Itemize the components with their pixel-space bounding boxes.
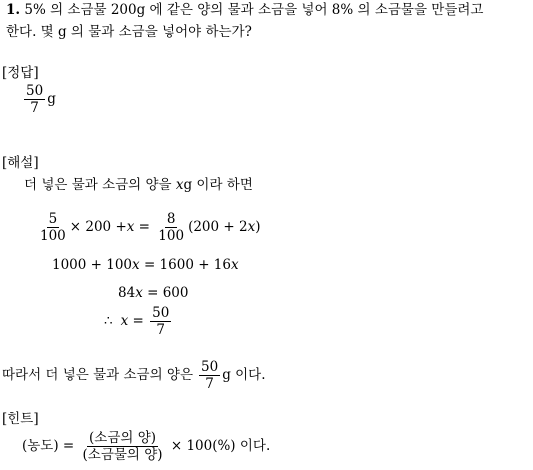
hint-label: [힌트] [2, 411, 39, 427]
eq4-fraction [150, 306, 171, 337]
eq3-variable: x [135, 285, 143, 301]
hint-formula [22, 431, 270, 462]
explanation-label: [해설] [2, 155, 39, 171]
problem-text-1: 5% 의 소금물 200g 에 같은 양의 물과 소금을 넣어 8% 의 소금물을 만들려고 [24, 2, 484, 18]
equation-3 [118, 287, 188, 301]
eq1-tail-variable: x [247, 218, 256, 235]
conclusion [2, 360, 266, 391]
answer-numerator: 50 [26, 83, 44, 99]
answer-label: [정답] [2, 65, 39, 81]
eq3-right: = 600 [142, 285, 189, 301]
answer-value [22, 84, 56, 115]
eq2-left-variable: x [132, 257, 140, 273]
equation-4 [104, 306, 173, 337]
eq1-fraction-2 [156, 212, 186, 243]
eq2-left: 1000 + 100 [52, 257, 133, 273]
eq1-variable: x [126, 218, 135, 235]
eq4-numerator: 50 [152, 305, 170, 321]
intro-text-pre: 더 넣은 물과 소금의 양을 [24, 177, 176, 193]
eq3-left: 84 [118, 285, 136, 301]
eq2-right: = 1600 + 16 [139, 257, 231, 273]
hint-numerator: (소금의 양) [89, 430, 157, 446]
answer-fraction [24, 84, 45, 115]
therefore-symbol: ∴ [104, 312, 113, 329]
intro-variable: x [175, 177, 184, 193]
problem-line-2: 한다. 몇 g 의 물과 소금을 넣어야 하는가? [6, 24, 252, 40]
problem-number: 1. [6, 2, 21, 18]
conclusion-numerator: 50 [201, 359, 219, 375]
eq4-variable: x [120, 312, 129, 329]
hint-rhs: × 100(%) 이다. [166, 437, 271, 454]
eq1-middle: × 200 + [69, 218, 127, 235]
eq1-f1-denominator: 100 [40, 228, 66, 245]
explanation-intro [24, 179, 253, 193]
eq1-f2-denominator: 100 [158, 228, 185, 245]
conclusion-text-pre: 따라서 더 넣은 물과 소금의 양은 [2, 366, 193, 383]
equation-1 [36, 212, 261, 243]
eq2-right-variable: x [230, 257, 239, 273]
hint-denominator: (소금물의 양) [82, 447, 163, 464]
eq4-equals: = [128, 312, 149, 329]
equation-2 [52, 259, 239, 273]
conclusion-text-post: g 이다. [222, 366, 266, 383]
eq1-f2-numerator: 8 [166, 211, 176, 227]
conclusion-fraction [199, 360, 220, 391]
hint-lhs: (농도) = [22, 437, 79, 454]
answer-unit: g [47, 90, 56, 107]
eq1-fraction-1 [38, 212, 68, 243]
answer-denominator: 7 [30, 100, 39, 117]
eq1-equals: = [134, 218, 155, 235]
eq4-denominator: 7 [156, 322, 166, 339]
eq1-tail-pre: (200 + 2 [188, 218, 248, 235]
hint-fraction [81, 431, 165, 462]
problem-line-1 [6, 4, 483, 18]
eq1-tail-post: ) [255, 218, 261, 235]
conclusion-denominator: 7 [205, 376, 214, 393]
eq1-f1-numerator: 5 [48, 211, 58, 227]
intro-text-post: g 이라 하면 [183, 177, 253, 193]
